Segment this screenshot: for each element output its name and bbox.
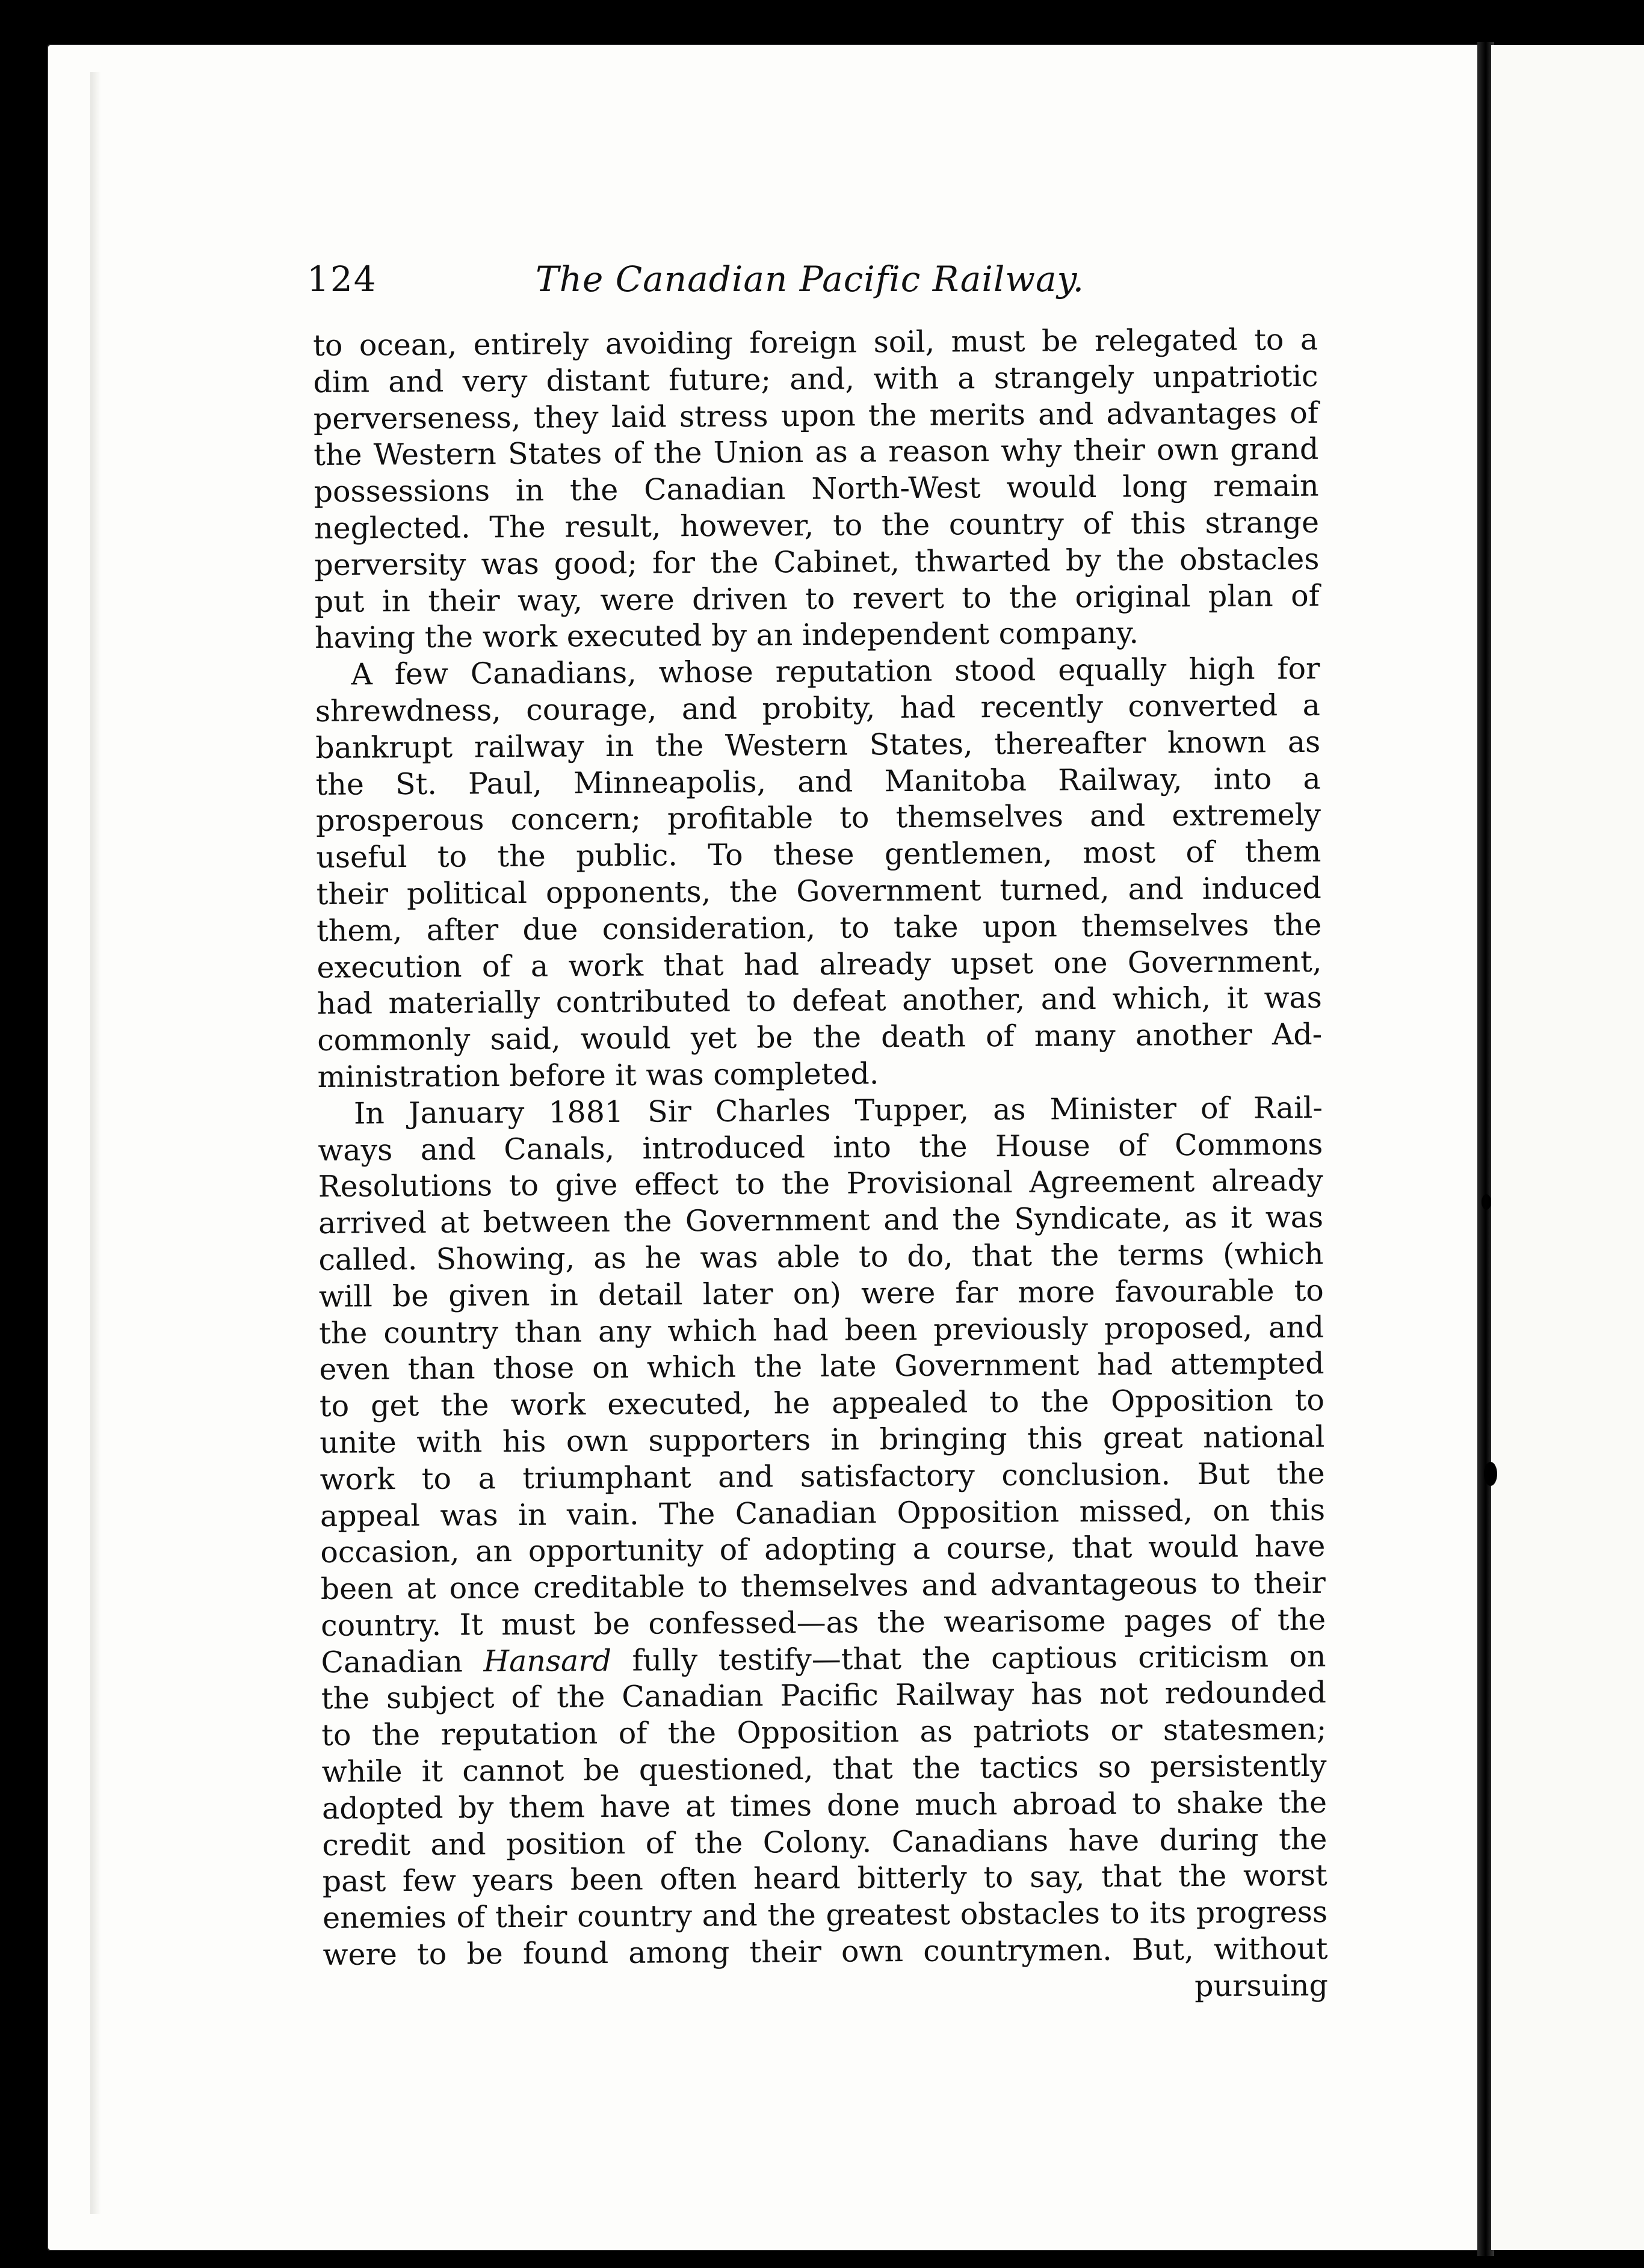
text-line: neglected. The result, however, to the country of this strange bbox=[314, 505, 1320, 546]
running-title: The Canadian Pacific Railway. bbox=[536, 259, 1085, 300]
text-line: In January 1881 Sir Charles Tupper, as Minister of Rail- bbox=[353, 1090, 1323, 1131]
body-text bbox=[313, 322, 1328, 2011]
text-line: were to be found among their own countrymen. But, without bbox=[323, 1931, 1328, 1973]
text-line: perverseness, they laid stress upon the merits and advantages of bbox=[313, 395, 1319, 436]
paragraph bbox=[313, 322, 1320, 657]
text-line: execution of a work that had already upset one Government, bbox=[317, 944, 1322, 985]
text-line: while it cannot be questioned, that the tactics so persistently bbox=[321, 1748, 1327, 1790]
text-line: possessions in the Canadian North-West would long remain bbox=[314, 468, 1319, 510]
text-line: ministration before it was completed. bbox=[317, 1056, 879, 1094]
text-line: Resolutions to give effect to the Provisional Agreement already bbox=[318, 1163, 1323, 1204]
text-line: A few Canadians, whose reputation stood equally high for bbox=[351, 651, 1320, 692]
catchword: pursuing bbox=[1194, 1968, 1329, 2003]
text-line: work to a triumphant and satisfactory conclusion. But the bbox=[320, 1456, 1325, 1497]
text-line: occasion, an opportunity of adopting a course, that would have bbox=[320, 1529, 1326, 1570]
text-line: bankrupt railway in the Western States, thereafter known as bbox=[315, 724, 1321, 765]
text-line: credit and position of the Colony. Canadians have during the bbox=[322, 1822, 1327, 1863]
text-line: to ocean, entirely avoiding foreign soil, must be relegated to a bbox=[313, 322, 1318, 363]
text-line: called. Showing, as he was able to do, that the terms (which bbox=[318, 1236, 1324, 1277]
text-line: to the reputation of the Opposition as patriots or statesmen; bbox=[321, 1712, 1327, 1753]
ink-speck bbox=[1482, 1194, 1491, 1210]
text-line: the St. Paul, Minneapolis, and Manitoba Railway, into a bbox=[315, 761, 1321, 802]
text-line: appeal was in vain. The Canadian Opposition missed, on this bbox=[320, 1493, 1326, 1533]
text-line: enemies of their country and the greatest obstacles to its progress bbox=[322, 1895, 1328, 1936]
text-line: the country than any which had been previously proposed, and bbox=[319, 1310, 1324, 1351]
paragraph bbox=[315, 651, 1322, 1096]
text-line: Canadian Hansard fully testify—that the captious criticism on bbox=[321, 1639, 1326, 1680]
text-line: had materially contributed to defeat another, and which, it was bbox=[317, 981, 1323, 1022]
text-line: the Western States of the Union as a reason why their own grand bbox=[314, 432, 1319, 473]
page-edge bbox=[90, 72, 101, 2214]
text-line: the subject of the Canadian Pacific Railway has not redounded bbox=[321, 1675, 1327, 1716]
text-line: prosperous concern; profitable to themselves and extremely bbox=[315, 798, 1321, 839]
ink-speck bbox=[13, 526, 19, 535]
text-line: arrived at between the Government and the Syndicate, as it was bbox=[318, 1200, 1324, 1241]
paragraph bbox=[318, 1090, 1328, 1974]
text-line: shrewdness, courage, and probity, had recently converted a bbox=[315, 688, 1321, 729]
page-header bbox=[307, 259, 1330, 319]
text-line: them, after due consideration, to take upon themselves the bbox=[316, 907, 1322, 948]
text-line: ways and Canals, introduced into the House of Commons bbox=[318, 1127, 1323, 1168]
text-line: country. It must be confessed—as the wearisome pages of the bbox=[321, 1602, 1326, 1643]
text-line: even than those on which the late Government had attempted bbox=[319, 1346, 1324, 1387]
text-line: having the work executed by an independent company. bbox=[314, 616, 1139, 656]
text-line: useful to the public. To these gentlemen, most of them bbox=[316, 834, 1321, 875]
text-line: dim and very distant future; and, with a strangely unpatriotic bbox=[313, 359, 1318, 399]
text-line: put in their way, were driven to revert to the original plan of bbox=[314, 578, 1320, 619]
text-line: perversity was good; for the Cabinet, thwarted by the obstacles bbox=[314, 541, 1320, 582]
text-line: been at once creditable to themselves and advantageous to their bbox=[320, 1565, 1326, 1607]
text-line: their political opponents, the Government turned, and induced bbox=[316, 871, 1321, 911]
text-line: will be given in detail later on) were far more favourable to bbox=[318, 1273, 1324, 1314]
text-line: to get the work executed, he appealed to the Opposition to bbox=[319, 1382, 1325, 1424]
page-number: 124 bbox=[307, 259, 377, 300]
text-line: adopted by them have at times done much abroad to shake the bbox=[321, 1785, 1327, 1826]
text-line: commonly said, would yet be the death of many another Ad- bbox=[317, 1017, 1323, 1058]
adjacent-page bbox=[1491, 45, 1644, 2250]
ink-speck bbox=[14, 866, 20, 874]
text-line: past few years been often heard bitterly to say, that the worst bbox=[322, 1858, 1327, 1899]
ink-speck bbox=[1484, 1462, 1497, 1486]
ink-speck bbox=[17, 581, 24, 588]
text-line: unite with his own supporters in bringing this great national bbox=[320, 1419, 1325, 1460]
